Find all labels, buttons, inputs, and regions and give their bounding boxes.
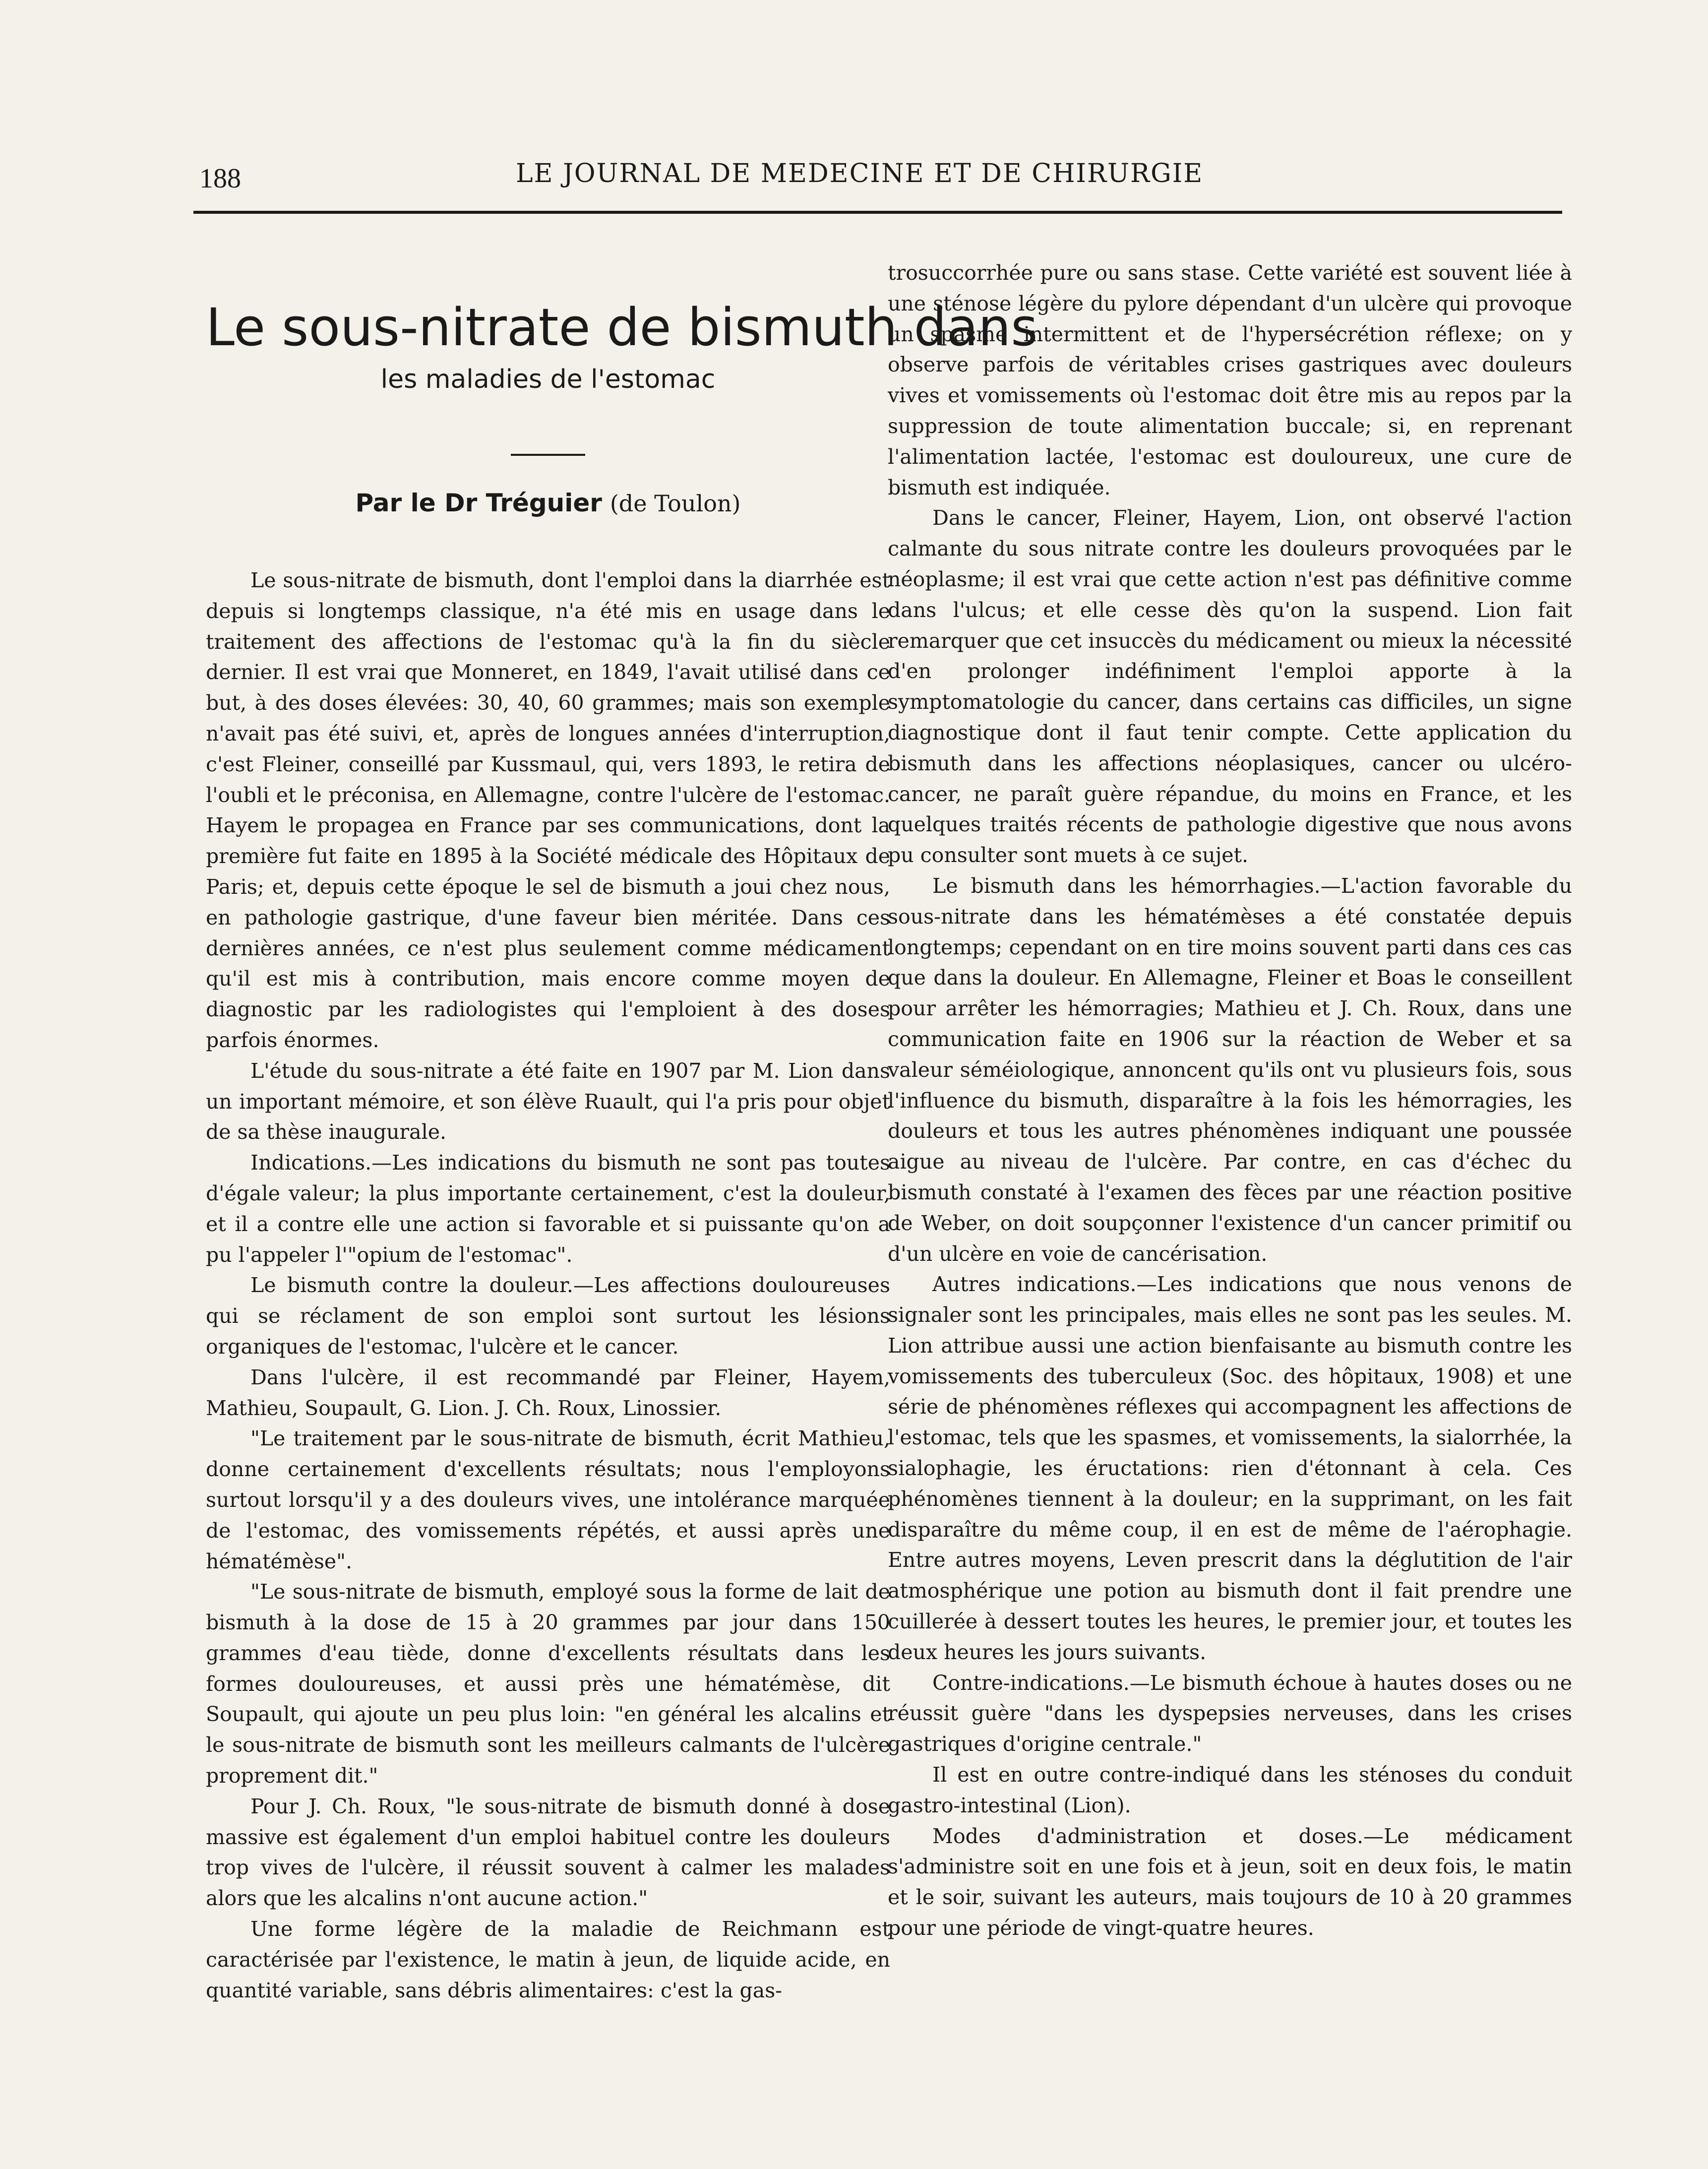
page-number: 188 (199, 163, 241, 194)
right-column (888, 258, 1572, 1944)
paragraph: Contre-indications.—Le bismuth échoue à hautes doses ou ne réussit guère "dans les dyspepsies nerveuses, dans les crises gastriques d'origine centrale." (888, 1671, 1572, 1756)
title-divider (511, 454, 585, 456)
paragraph: Dans le cancer, Fleiner, Hayem, Lion, ont observé l'action calmante du sous nitrate contre les douleurs provoquées par le néoplasme; il est vrai que cette action n'est pas définitive comme dans l'ulcus; et elle cesse dès qu'on la suspend. Lion fait remarquer que cet insuccès du médicament ou mieux la nécessité d'en prolonger indéfiniment l'emploi apporte à la symptomatologie du cancer, dans certains cas difficiles, un signe diagnostique dont il faut tenir compte. Cette application du bismuth dans les affections néoplasiques, cancer ou ulcéro-cancer, ne paraît guère répandue, du moins en France, et les quelques traités récents de pathologie digestive que nous avons pu consulter sont muets à ce sujet. (888, 506, 1572, 868)
left-column (206, 278, 1038, 2006)
paragraph: Autres indications.—Les indications que nous venons de signaler sont les principales, mais elles ne sont pas les seules. M. Lion attribue aussi une action bienfaisante au bismuth contre les vomissements des tuberculeux (Soc. des hôpitaux, 1908) et une série de phénomènes réflexes qui accompagnent les affections de l'estomac, tels que les spasmes, et vomissements, la sialorrhée, la sialophagie, les éructations: rien d'étonnant à cela. Ces phénomènes tiennent à la douleur; en la supprimant, on les fait disparaître du même coup, il en est de même de l'aérophagie. Entre autres moyens, Leven prescrit dans la déglutition de l'air atmosphérique une potion au bismuth dont il fait prendre une cuillerée à dessert toutes les heures, le premier jour, et toutes les deux heures les jours suivants. (888, 1272, 1572, 1664)
paragraph: "Le sous-nitrate de bismuth, employé sous la forme de lait de bismuth à la dose de 15 à 20 grammes par jour dans 150 grammes d'eau tiède, donne d'excellents résultats dans les formes douloureuses, et aussi près une hématémèse, dit Soupault, qui ajoute un peu plus loin: "en général les alcalins et le sous-nitrate de bismuth sont les meilleurs calmants de l'ulcère proprement dit." (206, 1580, 890, 1788)
byline-author: Par le Dr Tréguier (355, 489, 602, 517)
paragraph: Pour J. Ch. Roux, "le sous-nitrate de bismuth donné à dose massive est également d'un emploi habituel contre les douleurs trop vives de l'ulcère, il réussit souvent à calmer les malades alors que les alcalins n'ont aucune action." (206, 1794, 890, 1911)
paragraph: L'étude du sous-nitrate a été faite en 1907 par M. Lion dans un important mémoire, et son élève Ruault, qui l'a pris pour objet de sa thèse inaugurale. (206, 1058, 890, 1144)
article-title: Le sous-nitrate de bismuth dans (206, 297, 1038, 358)
paragraph: Il est en outre contre-indiqué dans les sténoses du conduit gastro-intestinal (Lion). (888, 1763, 1572, 1817)
byline-location: (de Toulon) (610, 490, 741, 517)
header-rule (193, 211, 1562, 214)
article-subtitle: les maladies de l'estomac (380, 365, 716, 394)
journal-title: LE JOURNAL DE MEDECINE ET DE CHIRURGIE (516, 159, 1204, 188)
paragraph: Modes d'administration et doses.—Le médicament s'administre soit en une fois et à jeun, soit en deux fois, le matin et le soir, suivant les auteurs, mais toujours de 10 à 20 grammes pour une période de vingt-quatre heures. (888, 1824, 1572, 1940)
paragraph: Le bismuth contre la douleur.—Les affections douloureuses qui se réclament de son emploi sont surtout les lésions organiques de l'estomac, l'ulcère et le cancer. (206, 1273, 890, 1359)
paragraph: Le sous-nitrate de bismuth, dont l'emploi dans la diarrhée est depuis si longtemps classique, n'a été mis en usage dans le traitement des affections de l'estomac qu'à la fin du siècle dernier. Il est vrai que Monneret, en 1849, l'avait utilisé dans ce but, à des doses élevées: 30, 40, 60 grammes; mais son exemple n'avait pas été suivi, et, après de longues années d'interruption, c'est Fleiner, conseillé par Kussmaul, qui, vers 1893, le retira de l'oubli et le préconisa, en Allemagne, contre l'ulcère de l'estomac. Hayem le propagea en France par ses communications, dont la première fut faite en 1895 à la Société médicale des Hôpitaux de Paris; et, depuis cette époque le sel de bismuth a joui chez nous, en pathologie gastrique, d'une faveur bien méritée. Dans ces dernières années, ce n'est plus seulement comme médicament qu'il est mis à contribution, mais encore comme moyen de diagnostic par les radiologistes qui l'emploient à des doses parfois énormes. (206, 568, 890, 1052)
byline (206, 486, 890, 521)
paragraph: trosuccorrhée pure ou sans stase. Cette variété est souvent liée à une sténose légère du pylore dépendant d'un ulcère qui provoque un spasme intermittent et de l'hypersécrétion réflexe; on y observe parfois de véritables crises gastriques avec douleurs vives et vomissements où l'estomac doit être mis au repos par la suppression de toute alimentation buccale; si, en reprenant l'alimentation lactée, l'estomac est douloureux, une cure de bismuth est indiquée. (888, 261, 1572, 499)
paragraph: Indications.—Les indications du bismuth ne sont pas toutes d'égale valeur; la plus importante certainement, c'est la douleur, et il a contre elle une action si favorable et si puissante qu'on a pu l'appeler l'"opium de l'estomac". (206, 1151, 890, 1267)
paragraph: Une forme légère de la maladie de Reichmann est caractérisée par l'existence, le matin à jeun, de liquide acide, en quantité variable, sans débris alimentaires: c'est la gas- (206, 1917, 890, 2002)
paragraph: Le bismuth dans les hémorrhagies.—L'action favorable du sous-nitrate dans les hématémèses a été constatée depuis longtemps; cependant on en tire moins souvent parti dans ces cas que dans la douleur. En Allemagne, Fleiner et Boas le conseillent pour arrêter les hémorragies; Mathieu et J. Ch. Roux, dans une communication faite en 1906 sur la réaction de Weber et sa valeur séméiologique, annoncent qu'ils ont vu plusieurs fois, sous l'influence du bismuth, disparaître à la fois les hémorragies, les douleurs et tous les autres phénomènes indiquant une poussée aigue au niveau de l'ulcère. Par contre, en cas d'échec du bismuth constaté à l'examen des fèces par une réaction positive de Weber, on doit soupçonner l'existence d'un cancer primitif ou d'un ulcère en voie de cancérisation. (888, 873, 1572, 1266)
running-header (183, 159, 1572, 198)
paragraph: "Le traitement par le sous-nitrate de bismuth, écrit Mathieu, donne certainement d'excellents résultats; nous l'employons surtout lorsqu'il y a des douleurs vives, une intolérance marquée de l'estomac, des vomissements répétés, et aussi après une hématémèse". (206, 1426, 890, 1573)
paragraph: Dans l'ulcère, il est recommandé par Fleiner, Hayem, Mathieu, Soupault, G. Lion. J. Ch. Roux, Linossier. (206, 1365, 890, 1420)
